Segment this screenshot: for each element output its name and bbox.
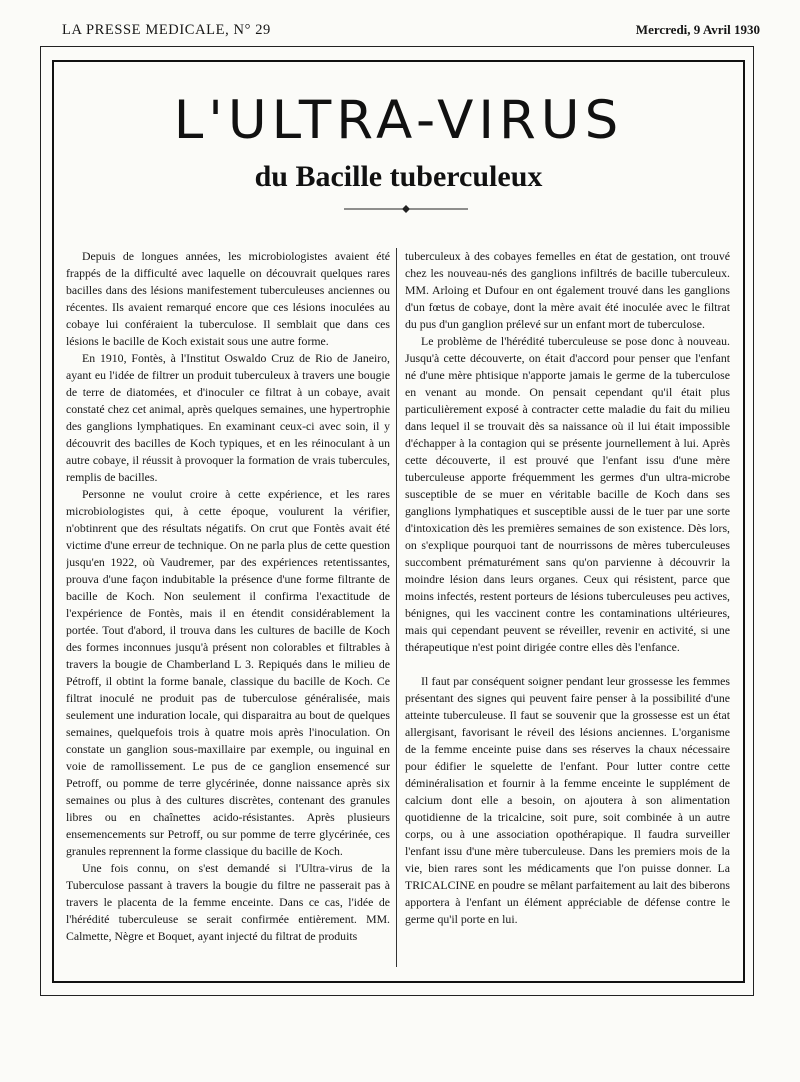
paragraph: Depuis de longues années, les microbiologistes avaient été frappés de la difficulté avec laquelle on découvrait quelques rares bacilles dans des lésions manifestement tuberculeuses anciennes ou récentes. Ils avaient remarqué encore que ces lésions inoculées au cobaye lui conféraient la tuberculose. Il semblait que dans ces lésions le bacille de Koch existait sous une autre forme. bbox=[66, 249, 391, 348]
paragraph: tuberculeux à des cobayes femelles en état de gestation, ont trouvé chez les nouveau-nés des ganglions infiltrés de bacille tuberculeux. MM. Arloing et Dufour en ont également trouvé dans les ganglions d'un fœtus de cobaye, dont la mère avait été inoculée avec le filtrat du pus d'un ganglion prélevé sur un enfant mort de tuberculose. bbox=[405, 249, 730, 331]
article-frame-inner bbox=[52, 60, 745, 983]
article-title: L'ULTRA-VIRUS bbox=[173, 90, 624, 151]
title-divider-ornament bbox=[344, 204, 468, 214]
journal-issue: LA PRESSE MEDICALE, N° 29 bbox=[62, 22, 271, 38]
article-column-left bbox=[66, 248, 396, 967]
article-columns bbox=[66, 248, 730, 967]
paragraph: En 1910, Fontès, à l'Institut Oswaldo Cruz de Rio de Janeiro, ayant eu l'idée de filtrer un produit tuberculeux à travers une bougie de terre de diatomées, et d'inoculer ce filtrat à un cobaye, avait constaté chez cet animal, après quelques semaines, une hypertrophie des ganglions lymphatiques. En examinant ceux-ci avec soin, il y découvrit des bacilles de Koch typiques, et en les réinoculant à un autre cobaye, il réussit à provoquer la formation de vrais tubercules, remplis de bacilles. bbox=[66, 351, 391, 484]
paragraph: Le problème de l'hérédité tuberculeuse se pose donc à nouveau. Jusqu'à cette découverte, on était d'accord pour penser que l'enfant né d'une mère phtisique n'apporte jamais le germe de la tuberculose en venant au monde. On pensait cependant qu'il était plus particulièrement exposé à contracter cette maladie du fait du milieu dans lequel il se trouvait dès sa naissance où il lui était impossible d'échapper à la contagion qui se présente journellement à lui. Après cette découverte, il est prouvé que l'enfant issu d'une mère tuberculeuse apporte fréquemment les germes d'un ultra-microbe susceptible de se muer en véritable bacille de Koch dans ses ganglions lymphatiques et susceptible aussi de le tuer par une sorte d'intoxication dès les premières semaines de son existence. Dès lors, on s'explique pourquoi tant de nourrissons de mères tuberculeuses succombent prématurément sans qu'on parvienne à découvrir la moindre lésion dans leurs organes. Ceux qui résistent, parce que moins infectés, restent porteurs de lésions tuberculeuses peu actives, bénignes, qui les vaccinent contre les contaminations ultérieures, mais qui cependant peuvent se réveiller, revenir en activité, si une thérapeutique n'est point dirigée contre elles dès l'enfance. bbox=[405, 334, 730, 654]
paragraph: Personne ne voulut croire à cette expérience, et les rares microbiologistes qui, à cette époque, voulurent la vérifier, n'obtinrent que des résultats négatifs. On crut que Fontès avait été victime d'une erreur de technique. On ne parla plus de cette question jusqu'en 1922, où Vaudremer, par des expériences retentissantes, prouva d'une façon indubitable la présence d'une forme filtrante de bacille de Koch. Non seulement il confirma l'exactitude de l'expérience de Fontès, mais il en étendit considérablement la portée. Tout d'abord, il trouva dans les cultures de bacille de Koch des formes inconnues jusqu'à présent non colorables et filtrables à travers la bougie de Chamberland L 3. Repiqués dans le milieu de Pétroff, il obtint la forme banale, classique du bacille de Koch. Ce filtrat inoculé ne produit pas de tuberculose généralisée, mais seulement une induration locale, qui disparaitra au bout de quelques semaines, quelquefois trois à quatre mois après l'inoculation. On constate un ganglion sous-maxillaire par exemple, ou inguinal en voie de ramollissement. Le pus de ce ganglion ensemencé sur Petroff, ou pomme de terre glycérinée, donne naissance après six semaines ou plus à des cultures discrètes, contenant des granules libres ou en chaînettes acido-résistantes. Après plusieurs ensemencements sur Petroff, ou sur pomme de terre glycérinée, ces granules reprennent la forme classique du bacille de Koch. bbox=[66, 487, 391, 858]
article-column-right bbox=[396, 248, 730, 967]
running-head bbox=[62, 22, 760, 39]
article-frame-outer bbox=[40, 46, 754, 996]
paragraph: Il faut par conséquent soigner pendant leur grossesse les femmes présentant des signes qui peuvent faire penser à la possibilité d'une atteinte tuberculeuse. Il faut se souvenir que la grossesse est un état allergisant, favorisant le réveil des lésions anciennes. L'organisme de la femme enceinte puise dans ses réserves la chaux nécessaire pour édifier le squelette de l'enfant. Pour lutter contre cette déminéralisation et fournir à la femme enceinte le supplément de calcium dont elle a besoin, on ajoutera à son alimentation quotidienne de la tricalcine, soit pure, soit combinée à un autre corps, ou à une association opothérapique. Il faudra surveiller l'enfant issu d'une mère tuberculeuse. Dans les premiers mois de la vie, bien rares sont les médicaments que l'on puisse donner. La TRICALCINE en poudre se mêlant parfaitement au lait des biberons apportera à l'enfant un élément appréciable de défense contre le germe qu'il porte en lui. bbox=[405, 674, 730, 926]
paragraph: Une fois connu, on s'est demandé si l'Ultra-virus de la Tuberculose passant à travers la bougie du filtre ne passerait pas à travers le placenta de la femme enceinte. Dans ce cas, l'idée de l'hérédité tuberculeuse se serait confirmée entièrement. MM. Calmette, Nègre et Boquet, ayant injecté du filtrat de produits bbox=[66, 861, 391, 943]
issue-date: Mercredi, 9 Avril 1930 bbox=[635, 22, 760, 37]
article-subtitle: du Bacille tuberculeux bbox=[254, 160, 543, 193]
